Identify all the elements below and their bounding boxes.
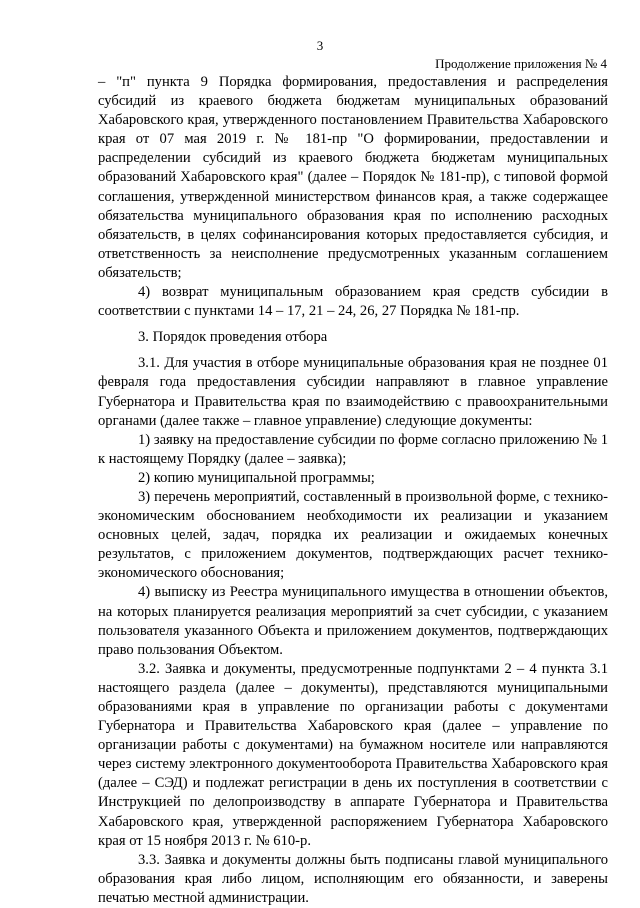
paragraph: – "п" пункта 9 Порядка формирования, предоставления и распределения субсидий из краевого бюджета бюджетам муниципальных образований Хабаровского края, утвержденного постановлением Правительства Хабаровского края от 07 мая 2019 г. № 181-пр "О формировании, предоставлении и распределении субсидий из краевого бюджета бюджетам муниципальных образований Хабаровского края" (далее – Порядок № 181-пр), с типовой формой соглашения, утвержденной министерством финансов края, а также содержащее обязательства муниципального образования края по исполнению расходных обязательств, в целях софинансирования которых предоставляется субсидия, и ответственность за неисполнение предусмотренных указанным соглашением обязательств; (98, 74, 608, 281)
list-item: 4) выписку из Реестра муниципального имущества в отношении объектов, на которых планируется реализация мероприятий за счет субсидии, с указанием пользователя указанного Объекта и приложением документов, подтверждающих право пользования Объектом. (98, 584, 608, 658)
page-number: 3 (316, 38, 324, 53)
section-heading: 3. Порядок проведения отбора (138, 329, 328, 346)
list-item: 1) заявку на предоставление субсидии по форме согласно приложению № 1 к настоящему Порядку (далее – заявка); (98, 431, 608, 467)
paragraph: 3.1. Для участия в отборе муниципальные образования края не позднее 01 февраля года предоставления субсидии направляют в главное управление Губернатора и Правительства края по взаимодействию с правоохранительными органами (далее также – главное управление) следующие документы: (98, 355, 608, 429)
list-item: 3) перечень мероприятий, составленный в произвольной форме, с технико-экономическим обоснованием необходимости их реализации и указанием основных целей, задач, порядка их реализации и ожидаемых конечных результатов, с приложением документов, подтверждающих расчет технико-экономического обоснования; (98, 488, 608, 582)
paragraph: 4) возврат муниципальным образованием края средств субсидии в соответствии с пунктами 14 – 17, 21 – 24, 26, 27 Порядка № 181-пр. (98, 284, 608, 320)
paragraph: 3.3. Заявка и документы должны быть подписаны главой муниципального образования края либо лицом, исполняющим его обязанности, и заверены печатью местной администрации. (98, 851, 608, 906)
list-item: 2) копию муниципальной программы; (138, 469, 375, 486)
appendix-note: Продолжение приложения № 4 (435, 56, 607, 71)
paragraph: 3.2. Заявка и документы, предусмотренные подпунктами 2 – 4 пункта 3.1 настоящего раздела (далее – документы), представляются муниципальными образованиями края в управление по организации работы с документами Губернатора и Правительства Хабаровского края (далее – управление по организации работы с документами) на бумажном носителе или направляются через систему электронного документооборота Правительства Хабаровского края (далее – СЭД) и подлежат регистрации в день их поступления в соответствии с Инструкцией по делопроизводству в аппарате Губернатора и Правительства Хабаровского края, утвержденной распоряжением Губернатора Хабаровского края от 15 ноября 2013 г. № 610-р. (98, 660, 608, 849)
document-body (98, 73, 608, 908)
